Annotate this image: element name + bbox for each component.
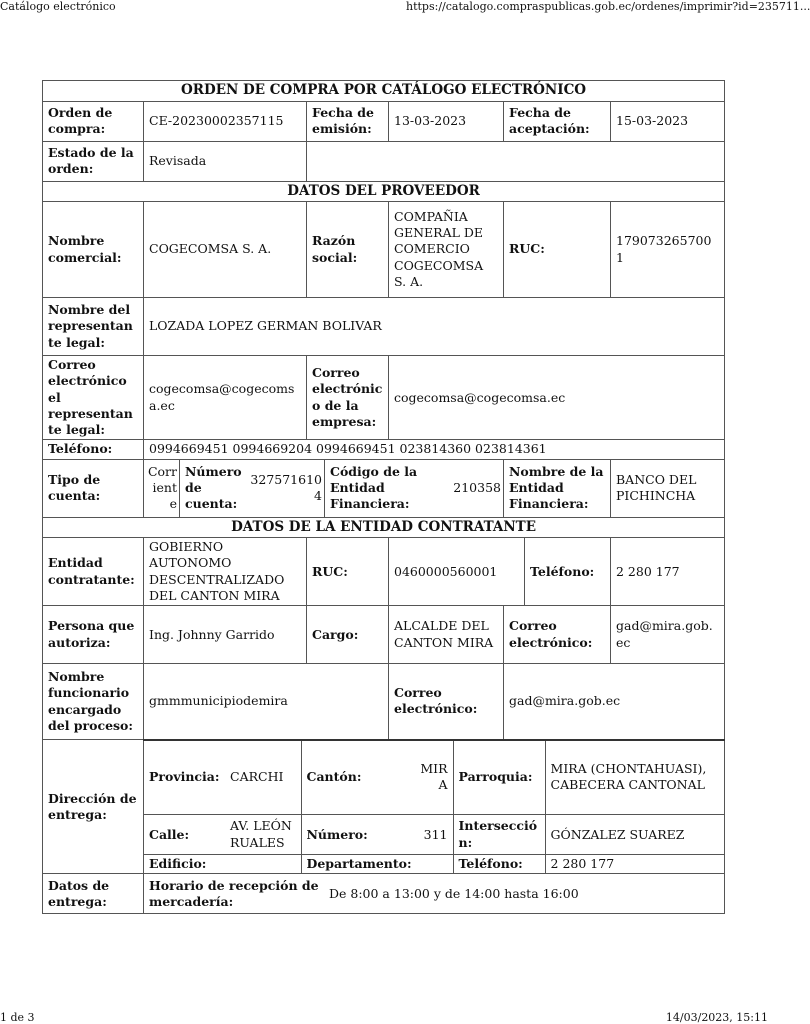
number-value: 311	[407, 815, 453, 855]
account-type-value: Corriente	[144, 459, 180, 517]
business-name-value: COMPAÑIA GENERAL DE COMERCIO COGECOMSA S. A.	[389, 202, 504, 298]
legal-rep-value: LOZADA LOPEZ GERMAN BOLIVAR	[144, 298, 725, 356]
bank-name-label: Nombre de la Entidad Financiera:	[504, 459, 611, 517]
officer-email-label: Correo electrónico:	[389, 664, 504, 740]
account-number-label: Número de cuenta:	[185, 463, 242, 512]
authorizer-label: Persona que autoriza:	[43, 606, 144, 664]
supplier-phone-value: 0994669451 0994669204 0994669451 023814360 023814361	[144, 440, 725, 459]
process-officer-label: Nombre funcionario encargado del proceso:	[43, 664, 144, 740]
acceptance-date-value: 15-03-2023	[611, 101, 725, 141]
bank-code-label: Código de la Entidad Financiera:	[330, 463, 418, 512]
supplier-section-title: DATOS DEL PROVEEDOR	[43, 181, 725, 202]
bank-name-value: BANCO DEL PICHINCHA	[611, 459, 725, 517]
process-officer-value: gmmmunicipiodemira	[144, 664, 389, 740]
document-title: ORDEN DE COMPRA POR CATÁLOGO ELECTRÓNICO	[43, 81, 725, 102]
number-label: Número:	[301, 815, 407, 855]
browser-url: https://catalogo.compraspublicas.gob.ec/ordenes/imprimir?id=235711...	[406, 0, 810, 13]
trade-name-label: Nombre comercial:	[43, 202, 144, 298]
account-type-label: Tipo de cuenta:	[43, 459, 144, 517]
schedule-value: De 8:00 a 13:00 y de 14:00 hasta 16:00	[329, 885, 579, 901]
company-email-label: Correo electrónico de la empresa:	[307, 356, 389, 440]
position-value: ALCALDE DEL CANTON MIRA	[389, 606, 504, 664]
contracting-entity-value: GOBIERNO AUTONOMO DESCENTRALIZADO DEL CANTON MIRA	[144, 538, 307, 606]
legal-rep-label: Nombre del representante legal:	[43, 298, 144, 356]
account-number-value: 3275716104	[250, 471, 322, 504]
business-name-label: Razón social:	[307, 202, 389, 298]
entity-email-label: Correo electrónico:	[504, 606, 611, 664]
intersection-label: Intersección:	[453, 815, 545, 855]
province-label: Provincia:	[149, 769, 220, 785]
delivery-address-label: Dirección de entrega:	[43, 740, 144, 874]
entity-email-value: gad@mira.gob.ec	[611, 606, 725, 664]
street-value: AV. LEÓN RUALES	[225, 815, 301, 855]
delivery-phone-label: Teléfono:	[453, 855, 545, 874]
company-email-value: cogecomsa@cogecomsa.ec	[389, 356, 725, 440]
bank-code-cell	[325, 459, 504, 517]
order-number-label: Orden de compra:	[43, 101, 144, 141]
department-label: Departamento:	[301, 855, 453, 874]
print-datetime: 14/03/2023, 15:11	[665, 1011, 768, 1024]
canton-label: Cantón:	[301, 741, 407, 815]
delivery-data-label: Datos de entrega:	[43, 874, 144, 914]
schedule-label: Horario de recepción de mercadería:	[149, 877, 319, 909]
issue-date-value: 13-03-2023	[389, 101, 504, 141]
page-number: 1 de 3	[0, 1011, 35, 1024]
purchase-order-table	[42, 80, 725, 914]
intersection-value: GÓNZALEZ SUAREZ	[545, 815, 724, 855]
street-label: Calle:	[144, 815, 225, 855]
account-number-cell	[180, 459, 325, 517]
delivery-schedule-block	[144, 874, 725, 914]
contracting-entity-label: Entidad contratante:	[43, 538, 144, 606]
trade-name-value: COGECOMSA S. A.	[144, 202, 307, 298]
entity-phone-value: 2 280 177	[611, 538, 725, 606]
issue-date-label: Fecha de emisión:	[307, 101, 389, 141]
entity-phone-label: Teléfono:	[525, 538, 611, 606]
browser-page-title: Catálogo electrónico	[0, 0, 116, 13]
supplier-ruc-value: 1790732657001	[611, 202, 725, 298]
rep-email-value: cogecomsa@cogecomsa.ec	[144, 356, 307, 440]
entity-ruc-value: 0460000560001	[389, 538, 525, 606]
canton-value: MIRA	[420, 761, 448, 793]
order-number-value: CE-20230002357115	[144, 101, 307, 141]
delivery-phone-value: 2 280 177	[545, 855, 724, 874]
supplier-ruc-label: RUC:	[504, 202, 611, 298]
rep-email-label: Correo electrónico el representante legal:	[43, 356, 144, 440]
supplier-phone-label: Teléfono:	[43, 440, 144, 459]
parish-value: MIRA (CHONTAHUASI), CABECERA CANTONAL	[545, 741, 724, 815]
order-status-value: Revisada	[144, 141, 307, 181]
province-value: CARCHI	[230, 769, 284, 785]
delivery-address-block	[144, 740, 725, 874]
parish-label: Parroquia:	[453, 741, 545, 815]
acceptance-date-label: Fecha de aceptación:	[504, 101, 611, 141]
bank-code-value: 210358	[453, 479, 501, 495]
order-status-label: Estado de la orden:	[43, 141, 144, 181]
building-label: Edificio:	[144, 855, 301, 874]
entity-section-title: DATOS DE LA ENTIDAD CONTRATANTE	[43, 517, 725, 538]
authorizer-value: Ing. Johnny Garrido	[144, 606, 307, 664]
entity-ruc-label: RUC:	[307, 538, 389, 606]
officer-email-value: gad@mira.gob.ec	[504, 664, 725, 740]
empty-cell	[307, 141, 725, 181]
position-label: Cargo:	[307, 606, 389, 664]
